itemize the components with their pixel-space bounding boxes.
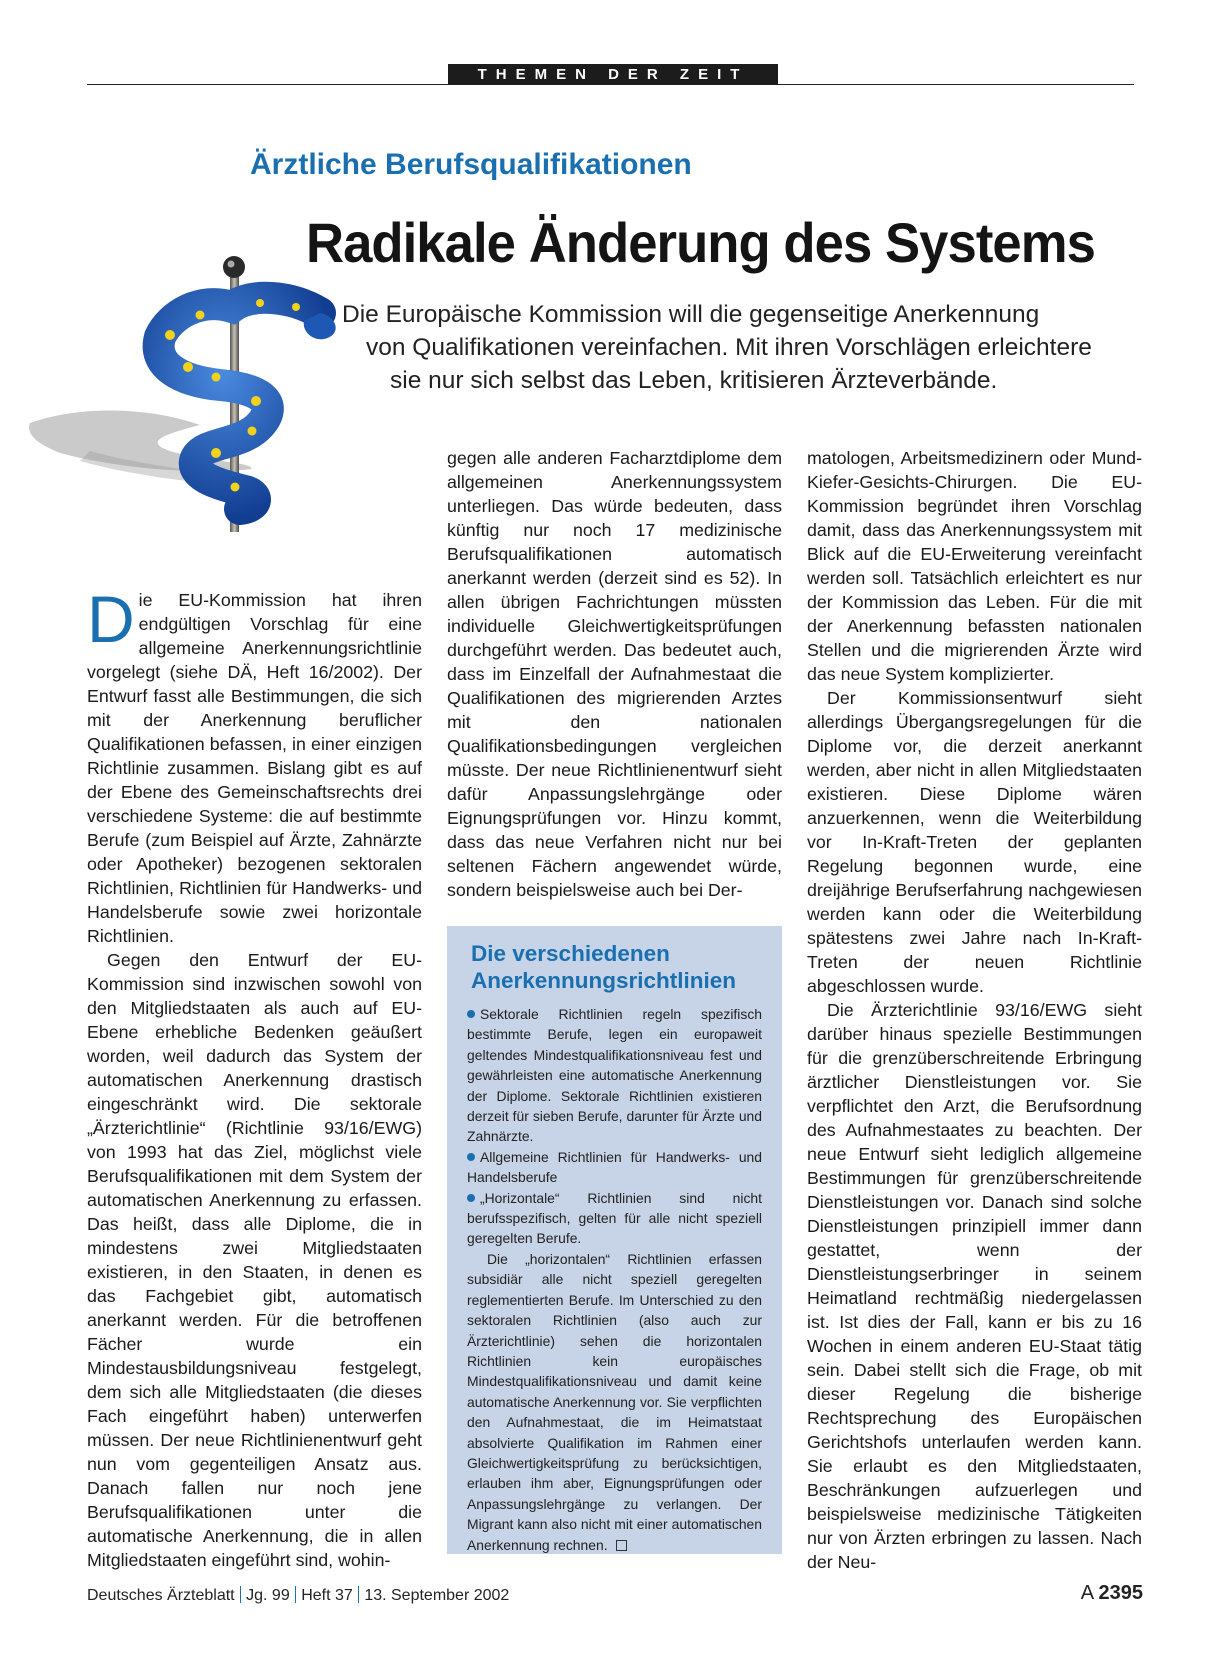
footer-separator [295,1586,297,1603]
journal-name: Deutsches Ärzteblatt [87,1587,235,1604]
section-label: THEMEN DER ZEIT [448,64,778,85]
info-box-bullet: „Horizontale“ Richtlinien sind nicht berufsspezifisch, gelten für alle nicht speziell geregelten Berufe. [467,1189,762,1247]
journal-volume: Jg. 99 [246,1587,290,1604]
body-column-2 [447,446,782,902]
journal-issue: Heft 37 [301,1587,353,1604]
footer-separator [358,1586,360,1603]
bullet-icon [467,1010,475,1018]
footer-separator [240,1586,242,1603]
article-kicker: Ärztliche Berufsqualifikationen [250,148,692,181]
page-number [1081,1582,1143,1605]
info-box-bullet: Allgemeine Richtlinien für Handwerks- und Handelsberufe [467,1148,762,1186]
end-mark-icon [616,1540,627,1551]
article-lead [330,298,1160,397]
lead-line: von Qualifikationen vereinfachen. Mit ihren Vorschlägen erleichtere [366,334,1092,361]
page-footer [87,1586,509,1605]
info-box-title [471,940,762,994]
body-paragraph: gegen alle anderen Facharztdiplome dem allgemeinen Anerkennungssystem unterliegen. Das würde bedeuten, dass künftig nur noch 17 medizinische Berufsqualifikationen automatisch anerkannt werden (derzeit sind es 52). In allen übrigen Fachrichtungen müssten individuelle Gleichwertigkeitsprüfungen durchgeführt werden. Das bedeutet auch, dass im Einzelfall der Aufnahmestaat die Qualifikationen des migrierenden Arztes mit den nationalen Qualifikationsbedingungen vergleichen müsste. Der neue Richtlinienentwurf sieht dafür Anpassungslehrgänge oder Eignungsprüfungen vor. Hinzu kommt, dass das neue Verfahren nicht nur bei seltenen Fächern angewendet würde, sondern beispielsweise auch bei Der- [447,448,782,900]
drop-cap: D [87,582,135,656]
caduceus-snake-illustration [20,255,420,565]
body-column-1 [87,582,422,1572]
info-box [447,926,782,1554]
info-box-title-line: Die verschiedenen [471,941,670,966]
journal-date: 13. September 2002 [364,1587,510,1604]
body-paragraph: ie EU-Kommission hat ihren endgültigen Vorschlag für eine allgemeine Anerkennungsrichtlinie vorgelegt (siehe DÄ, Heft 16/2002). Der Entwurf fasst alle Bestimmungen, die sich mit der Anerkennung beruflicher Qualifikationen befassen, in einer einzigen Richtlinie zusammen. Bislang gibt es auf der Ebene des Gemeinschaftsrechts drei verschiedene Systeme: die auf bestimmte Berufe (zum Beispiel auf Ärzte, Zahnärzte oder Apotheker) bezogenen sektoralen Richtlinien, Richtlinien für Handwerks- und Handelsberufe sowie zwei horizontale Richtlinien. [87,590,422,946]
bullet-icon [467,1194,475,1202]
info-box-title-line: Anerkennungsrichtlinien [471,968,737,993]
bullet-icon [467,1153,475,1161]
body-paragraph: Gegen den Entwurf der EU-Kommission sind inzwischen sowohl von den Mitgliedstaaten als auch auf EU-Ebene erhebliche Bedenken geäußert worden, weil dadurch das System der automatischen Anerkennung drastisch eingeschränkt wird. Die sektorale „Ärzterichtlinie“ (Richtlinie 93/16/EWG) von 1993 hat das Ziel, möglichst viele Berufsqualifikationen mit dem System der automatischen Anerkennung zu erfassen. Das heißt, dass alle Diplome, die in mindestens zwei Mitgliedstaaten existieren, in den Staaten, in denen es das Fachgebiet gibt, automatisch anerkannt werden. Für die betroffenen Fächer wurde ein Mindestausbildungsniveau festgelegt, dem sich alle Mitgliedstaaten (die dieses Fach eingeführt haben) unterwerfen müssen. Der neue Richtlinienentwurf geht nun vom gegenteiligen Ansatz aus. Danach fallen nur noch jene Berufsqualifikationen unter die automatische Anerkennung, die in allen Mitgliedstaaten eingeführt sind, wohin- [87,950,422,1570]
body-paragraph: Die Ärzterichtlinie 93/16/EWG sieht darüber hinaus spezielle Bestimmungen für die grenzüberschreitende Erbringung ärztlicher Dienstleistungen vor. Sie verpflichtet den Arzt, die Berufsordnung des Aufnahmestaates zu beachten. Der neue Entwurf sieht lediglich allgemeine Bestimmungen für grenzüberschreitende Dienstleistungen vor. Danach sind solche Dienstleistungen prinzipiell immer dann gestattet, wenn der Dienstleistungserbringer in seinem Heimatland rechtmäßig niedergelassen ist. Ist dies der Fall, kann er bis zu 16 Wochen in einem anderen EU-Staat tätig sein. Dabei stellt sich die Frage, ob mit dieser Regelung die bisherige Rechtsprechung des Europäischen Gerichtshofs unterlaufen werden kann. Sie erlaubt es den Mitgliedstaaten, Beschränkungen aufzuerlegen und beispielsweise medizinische Tätigkeiten nur von Ärzten erbringen zu lassen. Nach der Neu- [807,1000,1142,1572]
lead-line: sie nur sich selbst das Leben, kritisieren Ärzteverbände. [390,367,998,394]
info-box-paragraph: Die „horizontalen“ Richtlinien erfassen subsidiär alle nicht speziell geregelten reglementierten Berufe. Im Unterschied zu den sektoralen Richtlinien (also auch zur Ärzterichtlinie) sehen die horizontalen Richtlinien kein europäisches Mindestqualifikationsniveau und damit keine automatische Anerkennung vor. Sie verpflichten den Aufnahmestaat, die im Heimatstaat absolvierte Qualifikation im Rahmen einer Gleichwertigkeitsprüfung zu berücksichtigen, erlauben ihm aber, Eignungsprüfungen oder Anpassungslehrgänge zu verlangen. Der Migrant kann also nicht mit einer automatischen Anerkennung rechnen. [467,1250,762,1553]
article-headline: Radikale Änderung des Systems [306,211,1095,274]
page-prefix: A [1080,1582,1093,1604]
body-paragraph: matologen, Arbeitsmedizinern oder Mund-Kiefer-Gesichts-Chirurgen. Die EU-Kommission begründet ihren Vorschlag damit, dass das Anerkennungssystem mit Blick auf die EU-Erweiterung vereinfacht werden soll. Tatsächlich erleichtert es nur der Kommission das Leben. Für die mit der Anerkennung befassten nationalen Stellen und die migrierenden Ärzte wird das neue System komplizierter. [807,448,1142,684]
info-box-body [467,1004,762,1555]
info-box-bullet: Sektorale Richtlinien regeln spezifisch bestimmte Berufe, legen ein europaweit geltendes Mindestqualifikationsniveau fest und gewährleisten eine automatische Anerkennung der Diplome. Sektorale Richtlinien existieren derzeit für sieben Berufe, darunter für Ärzte und Zahnärzte. [467,1006,762,1145]
page-number-value: 2395 [1098,1582,1143,1604]
body-column-3 [807,446,1142,1574]
lead-line: Die Europäische Kommission will die gegenseitige Anerkennung [342,301,1040,328]
body-paragraph: Der Kommissionsentwurf sieht allerdings Übergangsregelungen für die Diplome vor, die derzeit anerkannt werden, aber nicht in allen Mitgliedstaaten existieren. Diese Diplome wären anzuerkennen, wenn die Weiterbildung vor In-Kraft-Treten der geplanten Regelung begonnen wurde, eine dreijährige Berufserfahrung nachgewiesen werden kann oder die Weiterbildung spätestens zwei Jahre nach In-Kraft-Treten der neuen Richtlinie abgeschlossen wurde. [807,688,1142,996]
